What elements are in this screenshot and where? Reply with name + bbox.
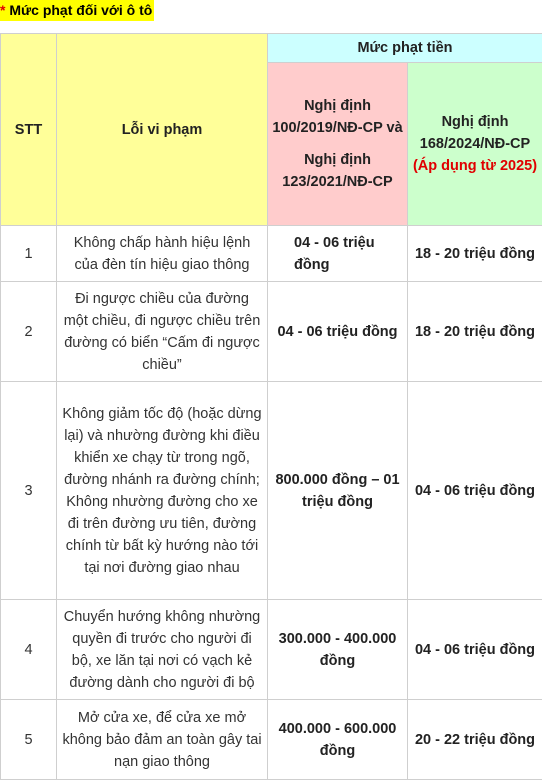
row-new-fine: 20 - 22 triệu đồng [408, 700, 542, 780]
table-row [1, 282, 542, 382]
header-new-decree [408, 63, 542, 226]
row-new-fine: 18 - 20 triệu đồng [408, 226, 542, 282]
row-violation: Không chấp hành hiệu lệnh của đèn tín hiệu giao thông [57, 226, 268, 282]
row-violation: Không giảm tốc độ (hoặc dừng lại) và nhường đường khi điều khiển xe chạy từ trong ngõ, đường nhánh ra đường chính; Không nhường đường cho xe đi trên đường ưu tiên, đường chính từ bất kỳ hướng nào tới tại nơi đường giao nhau [57, 382, 268, 600]
row-new-fine: 18 - 20 triệu đồng [408, 282, 542, 382]
table-row [1, 226, 542, 282]
new-decree-note: (Áp dụng từ 2025) [413, 158, 537, 174]
row-new-fine: 04 - 06 triệu đồng [408, 600, 542, 700]
row-old-fine: 400.000 - 600.000 đồng [268, 700, 408, 780]
row-violation: Mở cửa xe, để cửa xe mở không bảo đảm an toàn gây tai nạn giao thông [57, 700, 268, 780]
row-stt: 1 [1, 226, 57, 282]
old-decree-line2: Nghị định 123/2021/NĐ-CP [282, 152, 392, 190]
caption-star: * [0, 2, 5, 18]
old-decree-line1: Nghị định 100/2019/NĐ-CP và [272, 98, 402, 136]
row-stt: 4 [1, 600, 57, 700]
row-stt: 3 [1, 382, 57, 600]
table-row [1, 600, 542, 700]
section-caption [0, 0, 154, 21]
row-violation: Đi ngược chiều của đường một chiều, đi ngược chiều trên đường có biển “Cấm đi ngược chiều” [57, 282, 268, 382]
row-violation: Chuyển hướng không nhường quyền đi trước cho người đi bộ, xe lăn tại nơi có vạch kẻ đường dành cho người đi bộ [57, 600, 268, 700]
row-stt: 2 [1, 282, 57, 382]
fine-table [0, 33, 542, 780]
row-new-fine: 04 - 06 triệu đồng [408, 382, 542, 600]
table-row [1, 700, 542, 780]
header-old-decree [268, 63, 408, 226]
row-old-fine: 04 - 06 triệu đồng [268, 282, 408, 382]
row-old-fine: 04 - 06 triệu đồng [268, 226, 408, 282]
header-violation: Lỗi vi phạm [57, 34, 268, 226]
row-stt: 5 [1, 700, 57, 780]
table-row [1, 382, 542, 600]
caption-text: Mức phạt đối với ô tô [9, 2, 152, 18]
row-old-fine: 300.000 - 400.000 đồng [268, 600, 408, 700]
header-row-top [1, 34, 542, 63]
row-old-fine: 800.000 đồng – 01 triệu đồng [268, 382, 408, 600]
header-stt: STT [1, 34, 57, 226]
new-decree-name: Nghị định 168/2024/NĐ-CP [420, 114, 530, 152]
header-fine-group: Mức phạt tiền [268, 34, 542, 63]
